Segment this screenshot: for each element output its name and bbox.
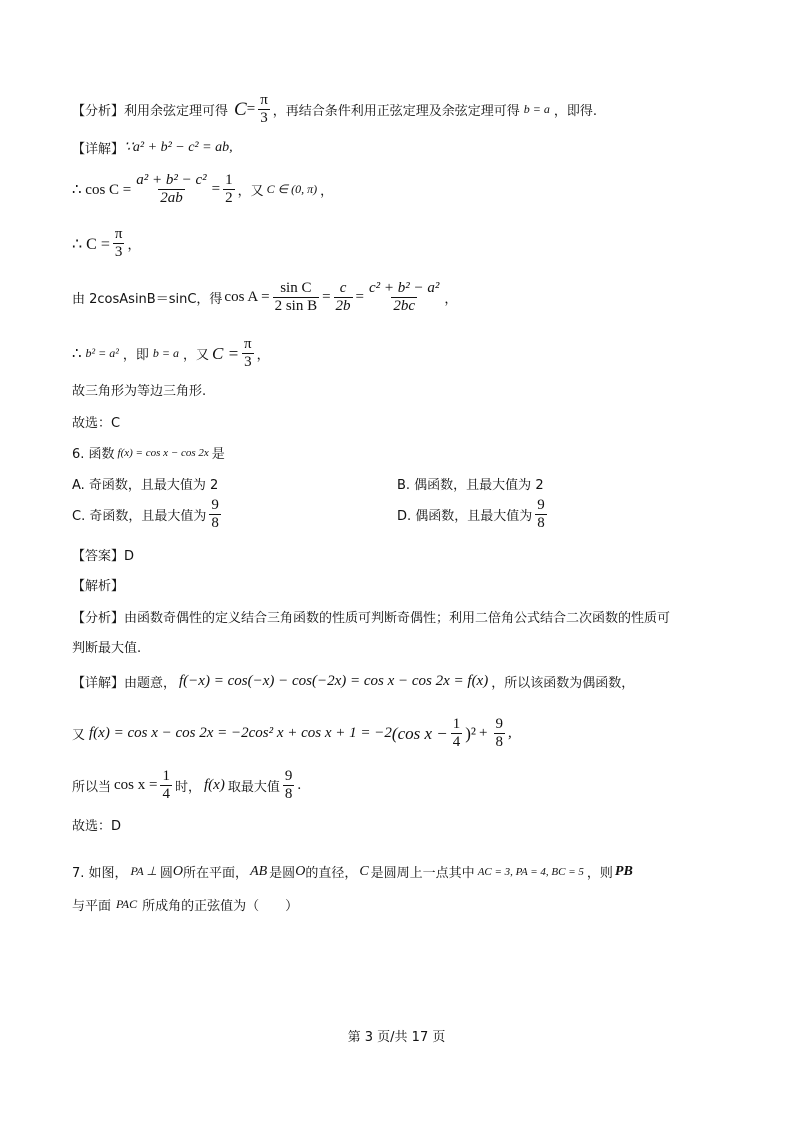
b-equals-a-c: C = <box>211 343 240 363</box>
half-num: 1 <box>225 172 233 188</box>
q6-again-nine-eighths <box>494 716 506 752</box>
q7-line2-b: 所成角的正弦值为（ ） <box>142 899 299 914</box>
q6-jiexi-line <box>72 575 124 594</box>
c-value-num: π <box>114 226 123 242</box>
c-value-line <box>72 226 140 262</box>
q7-text-f: 是圆周上一点其中 <box>370 866 475 881</box>
sine-fraction-1-den: 2 sin B <box>274 298 318 315</box>
analysis-label: 【分析】 <box>72 104 125 120</box>
conclusion-line <box>72 380 206 399</box>
cos-c-line <box>72 172 333 208</box>
q7-text-e: 的直径， <box>305 866 358 881</box>
q6-again-quarter-num: 1 <box>452 716 461 732</box>
q6-expand-line <box>72 716 512 752</box>
q6-option-c-fraction <box>209 497 221 533</box>
sine-fraction-2-den: 2b <box>335 298 351 315</box>
analysis-text-a: 利用余弦定理可得 <box>124 104 229 120</box>
q6-again-a: 又 <box>72 728 86 744</box>
q6-again-close: )² <box>465 723 477 743</box>
q7-ab: AB <box>250 863 268 879</box>
q6-stem-a: 6. 函数 <box>72 447 115 462</box>
q6-option-b-text: B. 偶函数，且最大值为 2 <box>397 478 544 493</box>
sine-eq-2: = <box>355 289 365 306</box>
q7-text-c: 所在平面， <box>183 866 249 881</box>
sine-fraction-3 <box>367 280 441 316</box>
analysis-b-expr: b = a <box>523 102 550 117</box>
q6-max-fx: f(x) <box>204 777 225 794</box>
prev-answer-text: 故选：C <box>72 416 121 431</box>
q6-analysis-line-1 <box>72 607 670 626</box>
q6-analysis-line-2 <box>72 637 141 656</box>
q7-o2: O <box>295 863 306 879</box>
q6-detail-line <box>72 672 634 691</box>
q7-text-g: ，则 <box>586 866 613 881</box>
analysis-var-c: C <box>234 98 247 120</box>
q6-detail-expr: f(−x) = cos(−x) − cos(−2x) = cos x − cos 2x = f(x) <box>179 673 489 689</box>
q6-option-d-fraction <box>535 497 547 533</box>
cos-c-eq: = <box>211 181 221 198</box>
q7-o: O <box>172 863 184 879</box>
q6-max-num: 1 <box>162 768 170 784</box>
q6-again-num: 9 <box>495 716 503 732</box>
q6-option-d-den: 8 <box>537 515 545 532</box>
sine-fraction-1-num: sin C <box>280 280 312 296</box>
analysis-fraction <box>258 92 270 128</box>
analysis-fraction-num: π <box>260 92 268 108</box>
q6-detail-a: 【详解】由题意， <box>72 676 177 691</box>
q6-final-line <box>72 815 121 834</box>
q6-option-d-text: D. 偶函数，且最大值为 <box>397 509 533 525</box>
q6-option-d[interactable] <box>397 497 550 533</box>
q7-pb: PB <box>614 863 633 879</box>
cos-c-lhs: ∴ cos C = <box>72 182 132 199</box>
q6-again-quarter <box>451 716 463 752</box>
cos-c-num: a² + b² − c² <box>136 172 207 188</box>
sine-fraction-2 <box>334 280 353 316</box>
q7-text-d: 是圆 <box>269 866 296 881</box>
analysis-fraction-den: 3 <box>260 110 268 127</box>
q6-max-a: 所以当 <box>72 780 112 796</box>
b-equals-a-num: π <box>244 336 252 352</box>
b-equals-a-line <box>72 336 270 372</box>
q6-max-b: 时， <box>174 780 201 796</box>
q6-option-c[interactable] <box>72 497 224 533</box>
cos-c-den: 2ab <box>160 190 183 207</box>
b-equals-a-end: ， <box>256 348 270 364</box>
cos-c-end: ， <box>320 184 334 200</box>
b-equals-a-mid1: ，即 <box>122 348 149 364</box>
q7-pa-perp: PA ⊥ <box>130 864 157 878</box>
prev-answer-line <box>72 412 120 431</box>
detail-condition: ∵a² + b² − c² = ab, <box>124 140 233 155</box>
analysis-text-c: ，即得. <box>553 104 598 120</box>
q6-detail-b: ，所以该函数为偶函数， <box>491 676 635 691</box>
detail-line <box>72 138 233 157</box>
q7-c: C <box>359 863 369 879</box>
q6-answer: 【答案】D <box>72 549 135 564</box>
b-equals-a-expr: b = a <box>152 346 179 361</box>
b-equals-a-den: 3 <box>244 354 252 371</box>
q6-again-den: 8 <box>495 734 503 751</box>
q6-option-c-den: 8 <box>211 515 219 532</box>
q7-text-a: 7. 如图， <box>72 866 128 881</box>
q6-option-a-text: A. 奇函数，且最大值为 2 <box>72 478 219 493</box>
sine-fraction-2-num: c <box>339 280 347 296</box>
q6-again-end: , <box>508 725 512 742</box>
q6-max-line <box>72 768 301 804</box>
q7-condition: AC = 3, PA = 4, BC = 5 <box>477 865 584 878</box>
c-value-fraction <box>113 226 125 262</box>
q6-analysis-1: 【分析】由函数奇偶性的定义结合三角函数的性质可判断奇偶性；利用二倍角公式结合二次函数的性质可 <box>72 611 671 626</box>
sine-law-text: 由 2cosAsinB＝sinC，得 <box>72 292 223 308</box>
b-equals-a-mid2: ，又 <box>182 348 209 364</box>
q6-stem-expr: f(x) = cos x − cos 2x <box>117 446 209 459</box>
conclusion-text: 故三角形为等边三角形. <box>72 384 207 399</box>
sine-fraction-3-num: c² + b² − a² <box>369 280 440 296</box>
q6-jiexi: 【解析】 <box>72 579 125 594</box>
q6-max-expr: cos x = <box>114 777 158 794</box>
page-footer: 第 3 页/共 17 页 <box>347 1030 446 1045</box>
q6-max-value-den: 8 <box>284 786 293 803</box>
c-value-lhs: ∴ C = <box>72 235 110 253</box>
sine-fraction-3-den: 2bc <box>393 298 416 315</box>
q6-max-c: 取最大值 <box>227 780 280 796</box>
q6-max-end: . <box>297 777 302 794</box>
q7-line-2 <box>72 895 298 914</box>
q6-option-c-text: C. 奇函数，且最大值为 <box>72 509 207 525</box>
sine-law-lhs: cos A = <box>224 289 270 306</box>
analysis-eq: = <box>246 101 256 118</box>
detail-label: 【详解】 <box>72 142 125 157</box>
q6-max-den: 4 <box>162 786 170 803</box>
q6-answer-line <box>72 545 134 564</box>
c-value-den: 3 <box>114 244 123 261</box>
half-den: 2 <box>225 190 233 207</box>
q7-text-b: 圆 <box>159 866 173 881</box>
sine-law-end: ， <box>444 292 458 308</box>
q6-stem <box>72 443 225 462</box>
q6-again-quarter-den: 4 <box>452 734 461 751</box>
analysis-text-b: ，再结合条件利用正弦定理及余弦定理可得 <box>272 104 520 120</box>
q7-line-1 <box>72 862 633 881</box>
q6-max-quarter <box>160 768 172 804</box>
c-value-end: ， <box>127 238 141 254</box>
q6-final: 故选：D <box>72 819 122 834</box>
cos-c-fraction <box>134 172 208 208</box>
b-squared-expr: b² = a² <box>85 346 119 361</box>
q6-again-paren: (cos x − <box>391 723 448 743</box>
q6-again-plus: + <box>479 725 488 742</box>
sine-eq-1: = <box>322 289 331 306</box>
q7-pac: PAC <box>116 897 138 911</box>
q6-stem-b: 是 <box>211 447 225 462</box>
q6-option-b[interactable] <box>397 474 544 493</box>
analysis-line <box>72 92 597 128</box>
q6-option-a[interactable] <box>72 474 218 493</box>
cos-c-range: C ∈ (0, π) <box>266 182 318 197</box>
cos-c-tail: ，又 <box>237 184 264 200</box>
q6-option-d-num: 9 <box>537 497 545 513</box>
therefore-symbol: ∴ <box>72 346 82 363</box>
q6-option-c-num: 9 <box>211 497 219 513</box>
half-fraction <box>223 172 235 208</box>
q6-again-expr: f(x) = cos x − cos 2x = −2cos² x + cos x + 1 = −2 <box>89 725 392 742</box>
q7-line2-a: 与平面 <box>72 899 112 914</box>
q6-max-value <box>283 768 295 804</box>
q6-max-value-num: 9 <box>284 768 293 784</box>
sine-law-line <box>72 280 457 316</box>
sine-fraction-1 <box>273 280 320 316</box>
q6-analysis-2: 判断最大值. <box>72 641 142 656</box>
b-equals-a-fraction <box>242 336 254 372</box>
